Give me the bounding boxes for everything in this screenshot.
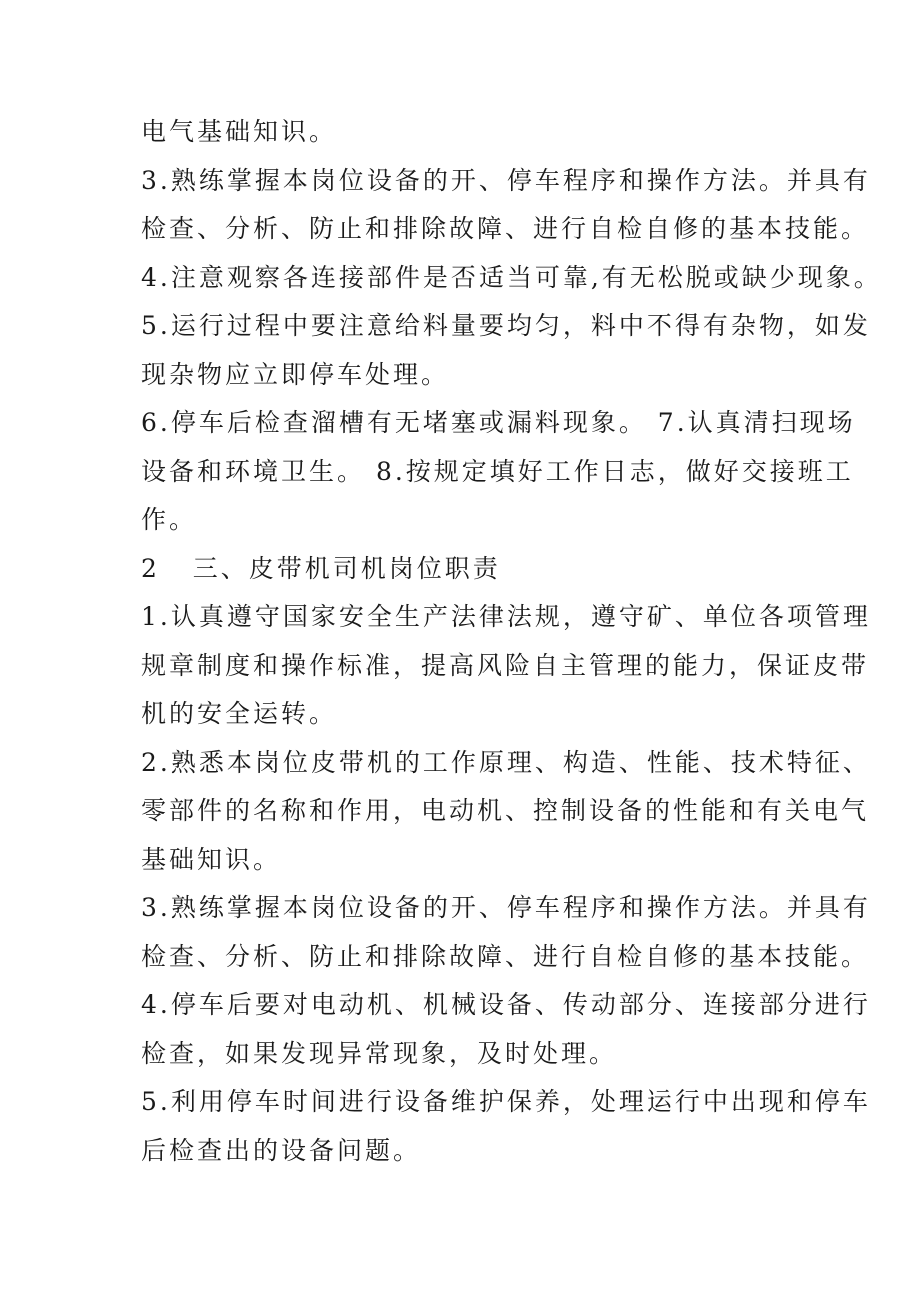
text-line: 1.认真遵守国家安全生产法律法规，遵守矿、单位各项管理 bbox=[141, 602, 871, 631]
section-heading: 2 三、皮带机司机岗位职责 bbox=[141, 553, 501, 583]
text-line: 2.熟悉本岗位皮带机的工作原理、构造、性能、技术特征、 bbox=[141, 747, 871, 777]
text-line: 基础知识。 bbox=[141, 844, 282, 874]
text-line: 作。 bbox=[141, 505, 198, 534]
text-line: 现杂物应立即停车处理。 bbox=[141, 359, 450, 389]
document-body bbox=[141, 108, 882, 1175]
text-line: 检查，如果发现异常现象，及时处理。 bbox=[141, 1038, 618, 1068]
text-line: 4.停车后要对电动机、机械设备、传动部分、连接部分进行 bbox=[141, 990, 871, 1019]
text-line: 设备和环境卫生。 8.按规定填好工作日志，做好交接班工 bbox=[141, 456, 854, 486]
text-line: 规章制度和操作标准，提高风险自主管理的能力，保证皮带 bbox=[141, 650, 870, 680]
text-line: 后检查出的设备问题。 bbox=[141, 1135, 422, 1165]
text-line: 检查、分析、防止和排除故障、进行自检自修的基本技能。 bbox=[141, 214, 870, 243]
text-line: 电气基础知识。 bbox=[141, 117, 338, 146]
text-line: 5.运行过程中要注意给料量要均匀，料中不得有杂物，如发 bbox=[141, 311, 871, 340]
text-line: 5.利用停车时间进行设备维护保养，处理运行中出现和停车 bbox=[141, 1087, 871, 1116]
text-line: 机的安全运转。 bbox=[141, 699, 338, 728]
text-line: 3.熟练掌握本岗位设备的开、停车程序和操作方法。并具有 bbox=[141, 165, 871, 195]
text-line: 检查、分析、防止和排除故障、进行自检自修的基本技能。 bbox=[141, 941, 870, 971]
text-line: 6.停车后检查溜槽有无堵塞或漏料现象。 7.认真清扫现场 bbox=[141, 408, 856, 437]
text-line: 零部件的名称和作用，电动机、控制设备的性能和有关电气 bbox=[141, 796, 870, 825]
text-line: 3.熟练掌握本岗位设备的开、停车程序和操作方法。并具有 bbox=[141, 893, 871, 922]
text-line: 4.注意观察各连接部件是否适当可靠,有无松脱或缺少现象。 bbox=[141, 262, 882, 292]
